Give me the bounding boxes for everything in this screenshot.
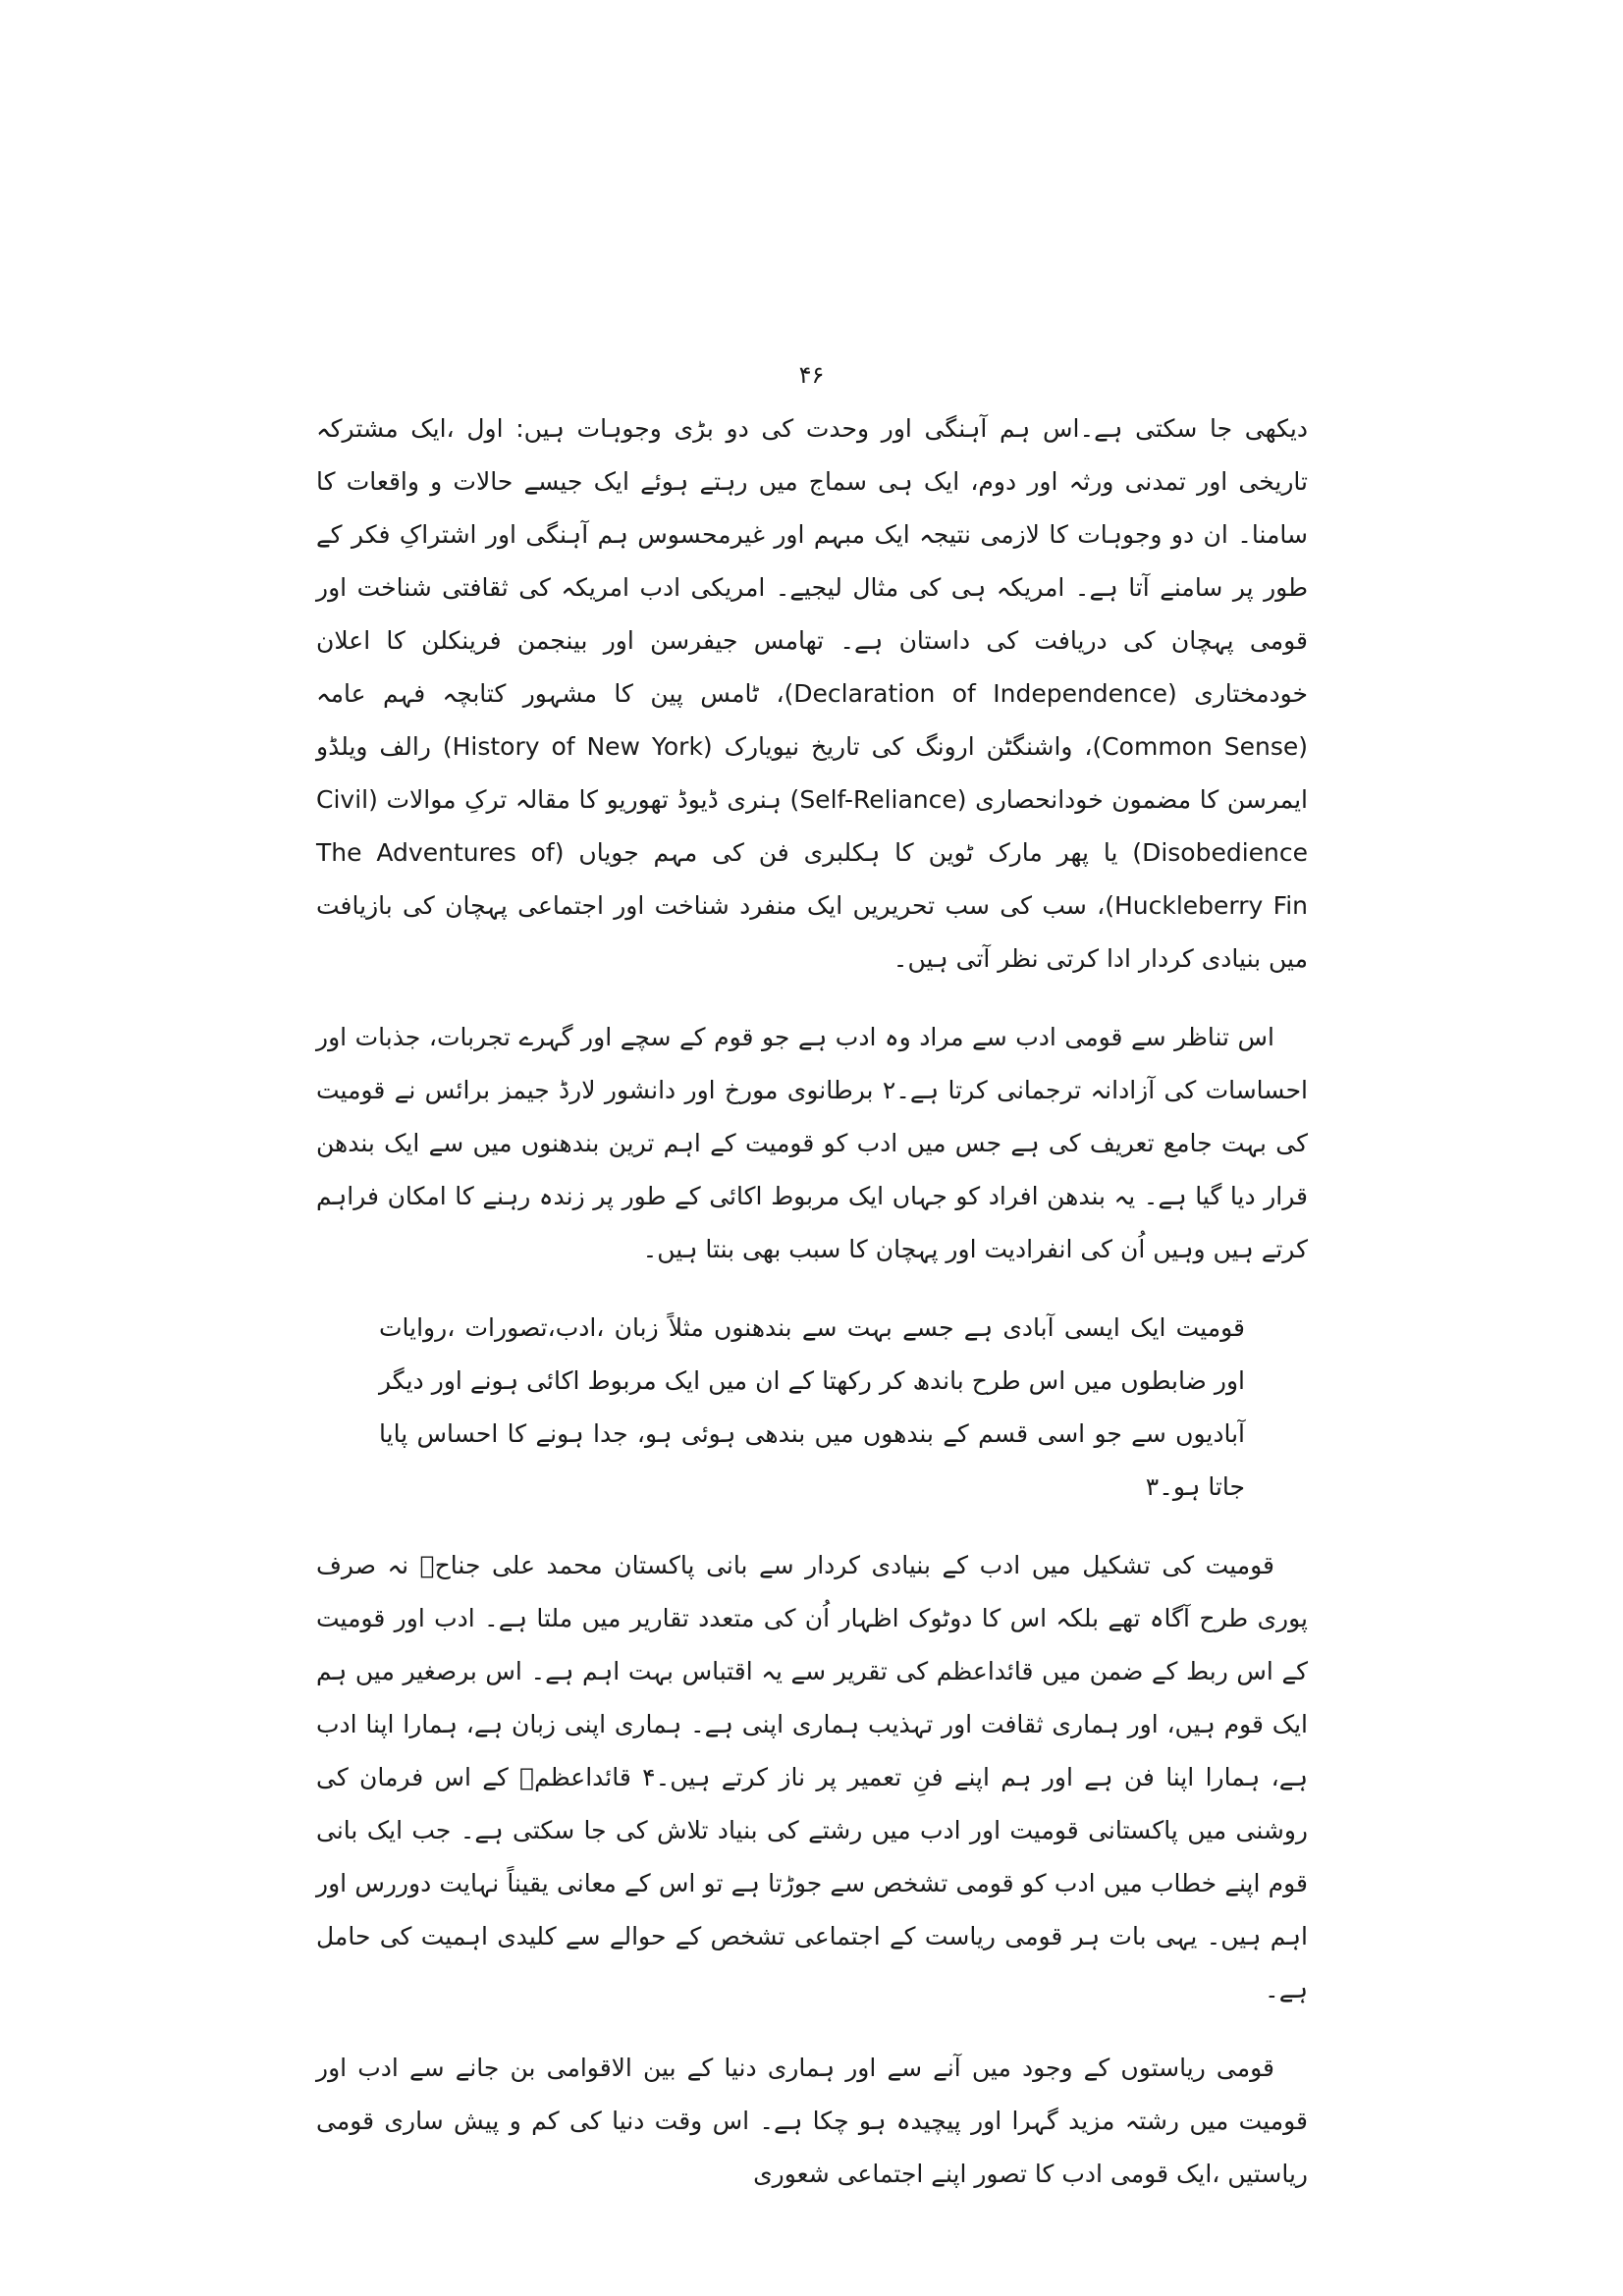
block-quote-bryce: قومیت ایک ایسی آبادی ہے جسے بہت سے بندھنوں مثلاً زبان ،ادب،تصورات ،روایات اور ضابطوں میں اس طرح باندھ کر رکھتا کے ان میں ایک مربوط اکائی ہونے اور دیگر آبادیوں سے جو اسی قسم کے بندھوں میں بندھی ہوئی ہو، جدا ہونے کا احساس پایا جاتا ہو۔۳ [379,1313,1245,1501]
paragraph-quaid-e-azam: قومیت کی تشکیل میں ادب کے بنیادی کردار سے بانی پاکستان محمد علی جناحؒ نہ صرف پوری طرح آگاہ تھے بلکہ اس کا دوٹوک اظہار اُن کی متعدد تقاریر میں ملتا ہے۔ ادب اور قومیت کے اس ربط کے ضمن میں قائداعظم کی تقریر سے یہ اقتباس بہت اہم ہے۔ اس برصغیر میں ہم ایک قوم ہیں، اور ہماری ثقافت اور تہذیب ہماری اپنی ہے۔ ہماری اپنی زبان ہے، ہمارا اپنا ادب ہے، ہمارا اپنا فن ہے اور ہم اپنے فنِ تعمیر پر ناز کرتے ہیں۔۴ قائداعظمؒ کے اس فرمان کی روشنی میں پاکستانی قومیت اور ادب میں رشتے کی بنیاد تلاش کی جا سکتی ہے۔ جب ایک بانی قوم اپنے خطاب میں ادب کو قومی تشخص سے جوڑتا ہے تو اس کے معانی یقیناً نہایت دوررس اور اہم ہیں۔ یہی بات ہر قومی ریاست کے اجتماعی تشخص کے حوالے سے کلیدی اہمیت کی حامل ہے۔ [316,1551,1308,2003]
paragraph-national-literature: اس تناظر سے قومی ادب سے مراد وہ ادب ہے جو قوم کے سچے اور گہرے تجربات، جذبات اور احساسات کی آزادانہ ترجمانی کرتا ہے۔۲ برطانوی مورخ اور دانشور لارڈ جیمز برائس نے قومیت کی بہت جامع تعریف کی ہے جس میں ادب کو قومیت کے اہم ترین بندھنوں میں سے ایک بندھن قرار دیا گیا ہے۔ یہ بندھن افراد کو جہاں ایک مربوط اکائی کے طور پر زندہ رہنے کا امکان فراہم کرتے ہیں وہیں اُن کی انفرادیت اور پہچان کا سبب بھی بنتا ہیں۔ [316,1023,1308,1263]
paragraph-nation-states: قومی ریاستوں کے وجود میں آنے سے اور ہماری دنیا کے بین الاقوامی بن جانے سے ادب اور قومیت میں رشتہ مزید گہرا اور پیچیدہ ہو چکا ہے۔ اس وقت دنیا کی کم و پیش ساری قومی ریاستیں ،ایک قومی ادب کا تصور اپنے اجتماعی شعوری [316,2054,1308,2188]
paragraph-american-literature: دیکھی جا سکتی ہے۔اس ہم آہنگی اور وحدت کی دو بڑی وجوہات ہیں: اول ،ایک مشترکہ تاریخی اور تمدنی ورثہ اور دوم، ایک ہی سماج میں رہتے ہوئے ایک جیسے حالات و واقعات کا سامنا۔ ان دو وجوہات کا لازمی نتیجہ ایک مبہم اور غیرمحسوس ہم آہنگی اور اشتراکِ فکر کے طور پر سامنے آتا ہے۔ امریکہ ہی کی مثال لیجیے۔ امریکی ادب امریکہ کی ثقافتی شناخت اور قومی پہچان کی دریافت کی داستان ہے۔ تھامس جیفرسن اور بینجمن فرینکلن کا اعلان خودمختاری (Declaration of Independence)، ٹامس پین کا مشہور کتابچہ فہم عامہ (Common Sense)، واشنگٹن ارونگ کی تاریخ نیویارک (History of New York) رالف ویلڈو ایمرسن کا مضمون خودانحصاری (Self-Reliance) ہنری ڈیوڈ تھوریو کا مقالہ ترکِ موالات (Civil Disobedience) یا پھر مارک ٹوین کا ہکلبری فن کی مہم جویاں (The Adventures of Huckleberry Fin)، سب کی سب تحریریں ایک منفرد شناخت اور اجتماعی پہچان کی بازیافت میں بنیادی کردار ادا کرتی نظر آتی ہیں۔ [316,414,1308,973]
page-body [316,402,1308,2226]
page-number: ۴۶ [798,361,825,389]
